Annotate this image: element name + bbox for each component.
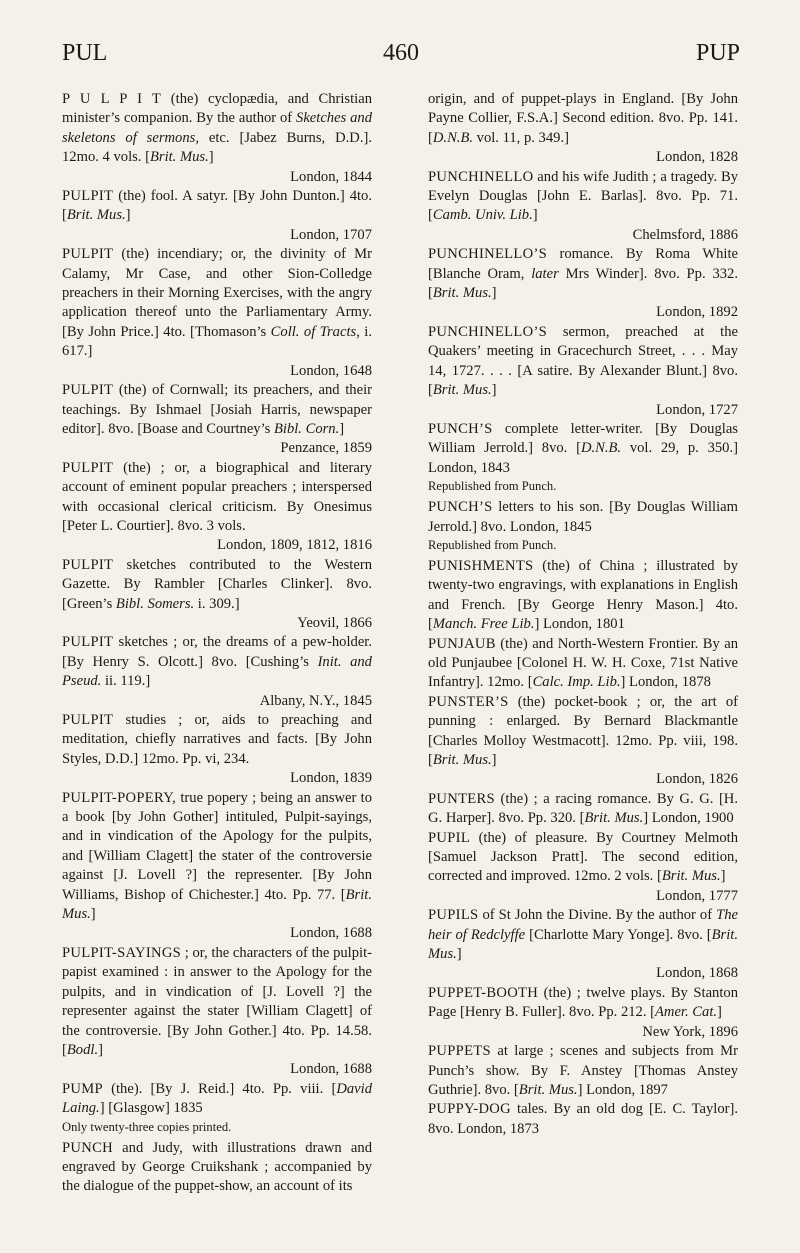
entry-text: (the) of China ; illustrated by twenty-two engravings, with explanations in English and French. [By George Henry Mason.] 4to. [ [428,557,738,633]
entry-italic-text: Camb. Univ. Lib. [432,207,533,224]
entry-text: (the) and North-Western Frontier. By an old Punjaubee [Colonel H. W. H. Coxe, 71st Native Infantry]. 12mo. [ [428,635,738,691]
entry-text: vol. 29, p. 350.] London, 1843 [428,440,738,476]
entry-text: ii. 119.] [101,673,151,690]
entry-italic-text: Brit. Mus. [149,149,209,166]
entry-imprint: London, 1809, 1812, 1816 [217,537,372,554]
entry-imprint: London, 1828 [656,149,738,166]
entry-text: ] [717,1004,722,1021]
entry-imprint: London, 1707 [290,226,372,243]
entry-italic-text: Brit. Mus. [62,886,372,923]
entry-heading: PUPIL [428,829,471,846]
entry-imprint: London, 1868 [656,965,738,982]
entry-text: etc. [Jabez Burns, D.D.]. 12mo. 4 vols. [ [62,129,372,166]
catalogue-entry [428,1042,738,1100]
page-number: 460 [383,40,419,66]
entry-text: of St John the Divine. By the author of [478,907,717,924]
entry-note: Republished from Punch. [428,479,557,494]
entry-italic-text: Sketches and skeletons of sermons, [62,110,372,146]
entry-italic-text: David Laing. [62,1080,372,1117]
entry-italic-text: Bibl. Somers. [115,595,195,612]
entry-heading: PUPPET-BOOTH [428,984,539,1001]
entry-heading: PUNCHINELLO’S [428,323,548,340]
header-left-word: PUL [62,40,108,66]
entry-text: (the) of pleasure. By Courtney Melmoth [Samuel Jackson Pratt]. The second edition, corrected and improved. 12mo. 2 vols. [ [428,829,738,885]
entry-text: and his wife Judith ; a tragedy. By Evelyn Douglas [John E. Barlas]. 8vo. Pp. 71. [ [428,168,738,224]
entry-text: ] [98,1041,103,1058]
entry-heading: PUNSTER’S [428,693,509,710]
entry-heading: PULPIT [62,188,114,205]
catalogue-entry [428,168,738,246]
entry-text: ] [491,285,497,302]
entry-italic-text: D.N.B. [580,440,622,457]
entry-text: ] [720,868,726,885]
entry-italic-text: Brit. Mus. [428,926,738,963]
catalogue-entry [428,1100,738,1139]
entry-imprint: London, 1826 [656,771,738,788]
entry-text: ] [456,946,462,963]
entry-imprint: London, 1844 [290,168,372,185]
entry-text: origin, and of puppet-plays in England. [By John Payne Collier, F.S.A.] Second edition. 8vo. Pp. 141. [ [428,91,738,146]
entry-italic-text: Calc. Imp. Lib. [532,674,621,691]
entry-heading: PULPIT [62,382,114,399]
catalogue-entry [62,556,372,634]
entry-italic-text: Brit. Mus. [66,207,126,224]
left-column [62,90,372,1197]
catalogue-entry [62,381,372,459]
entry-text: (the) of Cornwall; its preachers, and their teachings. By Ishmael [Josiah Harris, newspaper editor]. 8vo. [Boase and Courtney’s [62,382,372,437]
entry-imprint: London, 1648 [290,362,372,379]
header-right-word: PUP [695,40,740,66]
catalogue-entry [428,90,738,168]
catalogue-entry [62,187,372,245]
entry-text: (the) ; twelve plays. By Stanton Page [Henry B. Fuller]. 8vo. Pp. 212. [ [428,984,738,1021]
catalogue-entry [62,1080,372,1119]
entry-text: i. 309.] [194,595,240,612]
entry-text: romance. By Roma White [Blanche Oram, [428,246,738,282]
entry-text: vol. 11, p. 349.] [473,129,569,146]
entry-text: letters to his son. [By Douglas William Jerrold.] 8vo. London, 1845 [428,499,738,535]
entry-heading: PULPIT-SAYINGS [62,944,182,961]
catalogue-entry [428,790,738,829]
entry-italic-text: Brit. Mus. [432,752,492,768]
entry-text: (the) ; or, a biographical and literary account of eminent popular preachers ; interspersed with occasional clerical criticism. By Onesimus [Peter L. Courtier]. 8vo. 3 vols. [62,459,372,534]
entry-heading: P U L P I T [62,91,162,107]
entry-imprint: London, 1727 [656,401,738,418]
entry-text: ] [Glasgow] 1835 [99,1100,203,1117]
entry-imprint: London, 1688 [290,925,372,942]
entry-text: at large ; scenes and subjects from Mr Punch’s show. By F. Anstey [Thomas Anstey Guthrie]. 8vo. [ [428,1043,738,1098]
entry-italic-text: Init. and Pseud. [62,653,372,690]
right-column [428,90,738,1139]
entry-italic-text: Bibl. Corn. [273,420,340,437]
entry-note: Republished from Punch. [428,537,557,552]
entry-text: ; or, the characters of the pulpit-papist examined : in answer to the Apology for the pulpits, and in vindication of [J. Lovell ?] the representer against the stater [William Clagett] of the controversie. [By John Gother.] 4to. Pp. 14.58. [ [62,944,372,1058]
entry-italic-text: Brit. Mus. [432,382,492,399]
entry-text: ] [491,382,497,399]
entry-heading: PUPILS [428,907,479,924]
entry-text: i. 617.] [62,323,372,360]
entry-heading: PUNCHINELLO’S [428,246,548,263]
entry-imprint: Chelmsford, 1886 [632,226,738,243]
entry-italic-text: Amer. Cat. [655,1004,718,1021]
catalogue-entry [428,693,738,790]
entry-text: sketches ; or, the dreams of a pew-holder. [By Henry S. Olcott.] 8vo. [Cushing’s [62,634,372,670]
catalogue-entry [428,245,738,323]
entry-text: sermon, preached at the Quakers’ meeting in Gracechurch Street, . . . May 14, 1727. . . . [A satire. By Alexander Blunt.] 8vo. [ [428,323,738,399]
entry-text: sketches contributed to the Western Gazette. By Rambler [Charles Clinker]. 8vo. [Green’s [62,556,372,612]
entry-text: ] London, 1878 [620,674,711,691]
catalogue-entry [62,1139,372,1197]
catalogue-entry [428,323,738,420]
catalogue-entry [62,633,372,711]
entry-text: Mrs Winder]. 8vo. Pp. 332. [ [428,265,738,302]
catalogue-entry [428,906,738,984]
entry-imprint: Albany, N.Y., 1845 [259,692,372,709]
entry-heading: PUNCH’S [428,499,493,516]
catalogue-entry [62,245,372,381]
catalogue-entry [62,711,372,789]
entry-text: (the) ; a racing romance. By G. G. [H. G. Harper]. 8vo. Pp. 320. [ [428,790,738,827]
catalogue-entry [428,498,738,537]
entry-heading: PULPIT [62,634,114,651]
entry-note: Only twenty-three copies printed. [62,1119,232,1134]
entry-text: (the) fool. A satyr. [By John Dunton.] 4to. [ [62,188,372,224]
entry-italic-text: The heir of Redclyffe [428,907,738,943]
entry-heading: PULPIT [62,459,114,476]
running-header [62,40,740,74]
catalogue-entry [62,789,372,944]
entry-imprint: London, 1688 [290,1061,372,1078]
entry-text: complete letter-writer. [By Douglas William Jerrold.] 8vo. [ [428,420,738,457]
catalogue-entry [428,829,738,907]
entry-text: ] [532,207,538,224]
entry-imprint: New York, 1896 [642,1023,738,1040]
entry-heading: PUPPY-DOG [428,1101,511,1118]
entry-italic-text: Brit. Mus. [661,868,721,885]
entry-text: ] London, 1900 [643,810,734,827]
entry-imprint: Yeovil, 1866 [297,614,372,631]
entry-italic-text: Brit. Mus. [432,285,492,302]
entry-italic-text: Bodl. [66,1041,99,1058]
entry-text: [Charlotte Mary Yonge]. 8vo. [ [525,926,712,943]
entry-text: ] [90,906,96,923]
entry-text: ] [339,420,345,437]
entry-heading: PULPIT [62,556,114,573]
entry-heading: PUNCH [62,1139,113,1156]
entry-text: studies ; or, aids to preaching and meditation, chiefly narratives and facts. [By John Styles, D.D.] 12mo. Pp. vi, 234. [62,712,372,767]
entry-text: ] [125,207,131,224]
entry-heading: PULPIT-POPERY, [62,789,177,806]
entry-text: (the) pocket-book ; or, the art of punning : enlarged. By Bernard Blackmantle [Charles Molloy Westmacott]. 12mo. Pp. viii, 198. [ [428,693,738,768]
entry-text: and Judy, with illustrations drawn and engraved by George Cruikshank ; accompanied by the dialogue of the puppet-show, an account of its [62,1139,372,1195]
entry-heading: PUNJAUB [428,635,496,652]
entry-italic-text: D.N.B. [432,129,474,146]
entry-text: (the). [By J. Reid.] 4to. Pp. viii. [ [102,1080,337,1097]
entry-italic-text: Brit. Mus. [584,810,644,827]
entry-text: (the) cyclopædia, and Christian minister’s companion. By the author of [62,91,372,127]
entry-text: ] [491,752,497,768]
entry-text: ] London, 1897 [577,1081,668,1098]
entry-text: true popery ; being an answer to a book [by John Gother] intituled, Pulpit-sayings, and in vindication of the Apology for the pulpits, and [William Clagett] the stater of the controversie against [J. Lovell ?] the representer. [By John Williams, Bishop of Chichester.] 4to. Pp. 77. [ [62,789,372,903]
entry-heading: PUNCHINELLO [428,168,534,185]
entry-imprint: London, 1839 [290,770,372,787]
entry-heading: PUNTERS [428,790,495,807]
catalogue-entry [428,557,738,635]
entry-text: tales. By an old dog [E. C. Taylor]. 8vo. London, 1873 [428,1101,738,1137]
entry-imprint: London, 1892 [656,304,738,321]
entry-imprint: London, 1777 [656,887,738,904]
entry-text: ] London, 1801 [534,616,625,633]
entry-heading: PUNCH’S [428,420,493,437]
catalogue-entry [428,420,738,478]
entry-heading: PULPIT [62,246,114,263]
entry-text: (the) incendiary; or, the divinity of Mr Calamy, Mr Case, and other Sion-Colledge preachers in their Morning Exercises, with the angry application thereof unto the Parliamentary Army. [By John Price.] 4to. [Thomason’s [62,246,372,340]
entry-italic-text: Manch. Free Lib. [432,616,535,633]
entry-imprint: Penzance, 1859 [280,440,372,457]
catalogue-entry [428,635,738,693]
catalogue-entry [428,984,738,1042]
entry-heading: PUPPETS [428,1043,491,1060]
catalogue-entry [62,944,372,1080]
entry-italic-text: Brit. Mus. [518,1081,578,1098]
entry-heading: PUMP [62,1080,103,1097]
catalogue-entry [62,459,372,556]
entry-heading: PUNISHMENTS [428,557,534,574]
entry-italic-text: later [531,265,559,282]
entry-text: ] [208,149,214,166]
catalogue-entry [62,90,372,187]
entry-heading: PULPIT [62,712,114,728]
entry-italic-text: Coll. of Tracts, [270,323,360,340]
